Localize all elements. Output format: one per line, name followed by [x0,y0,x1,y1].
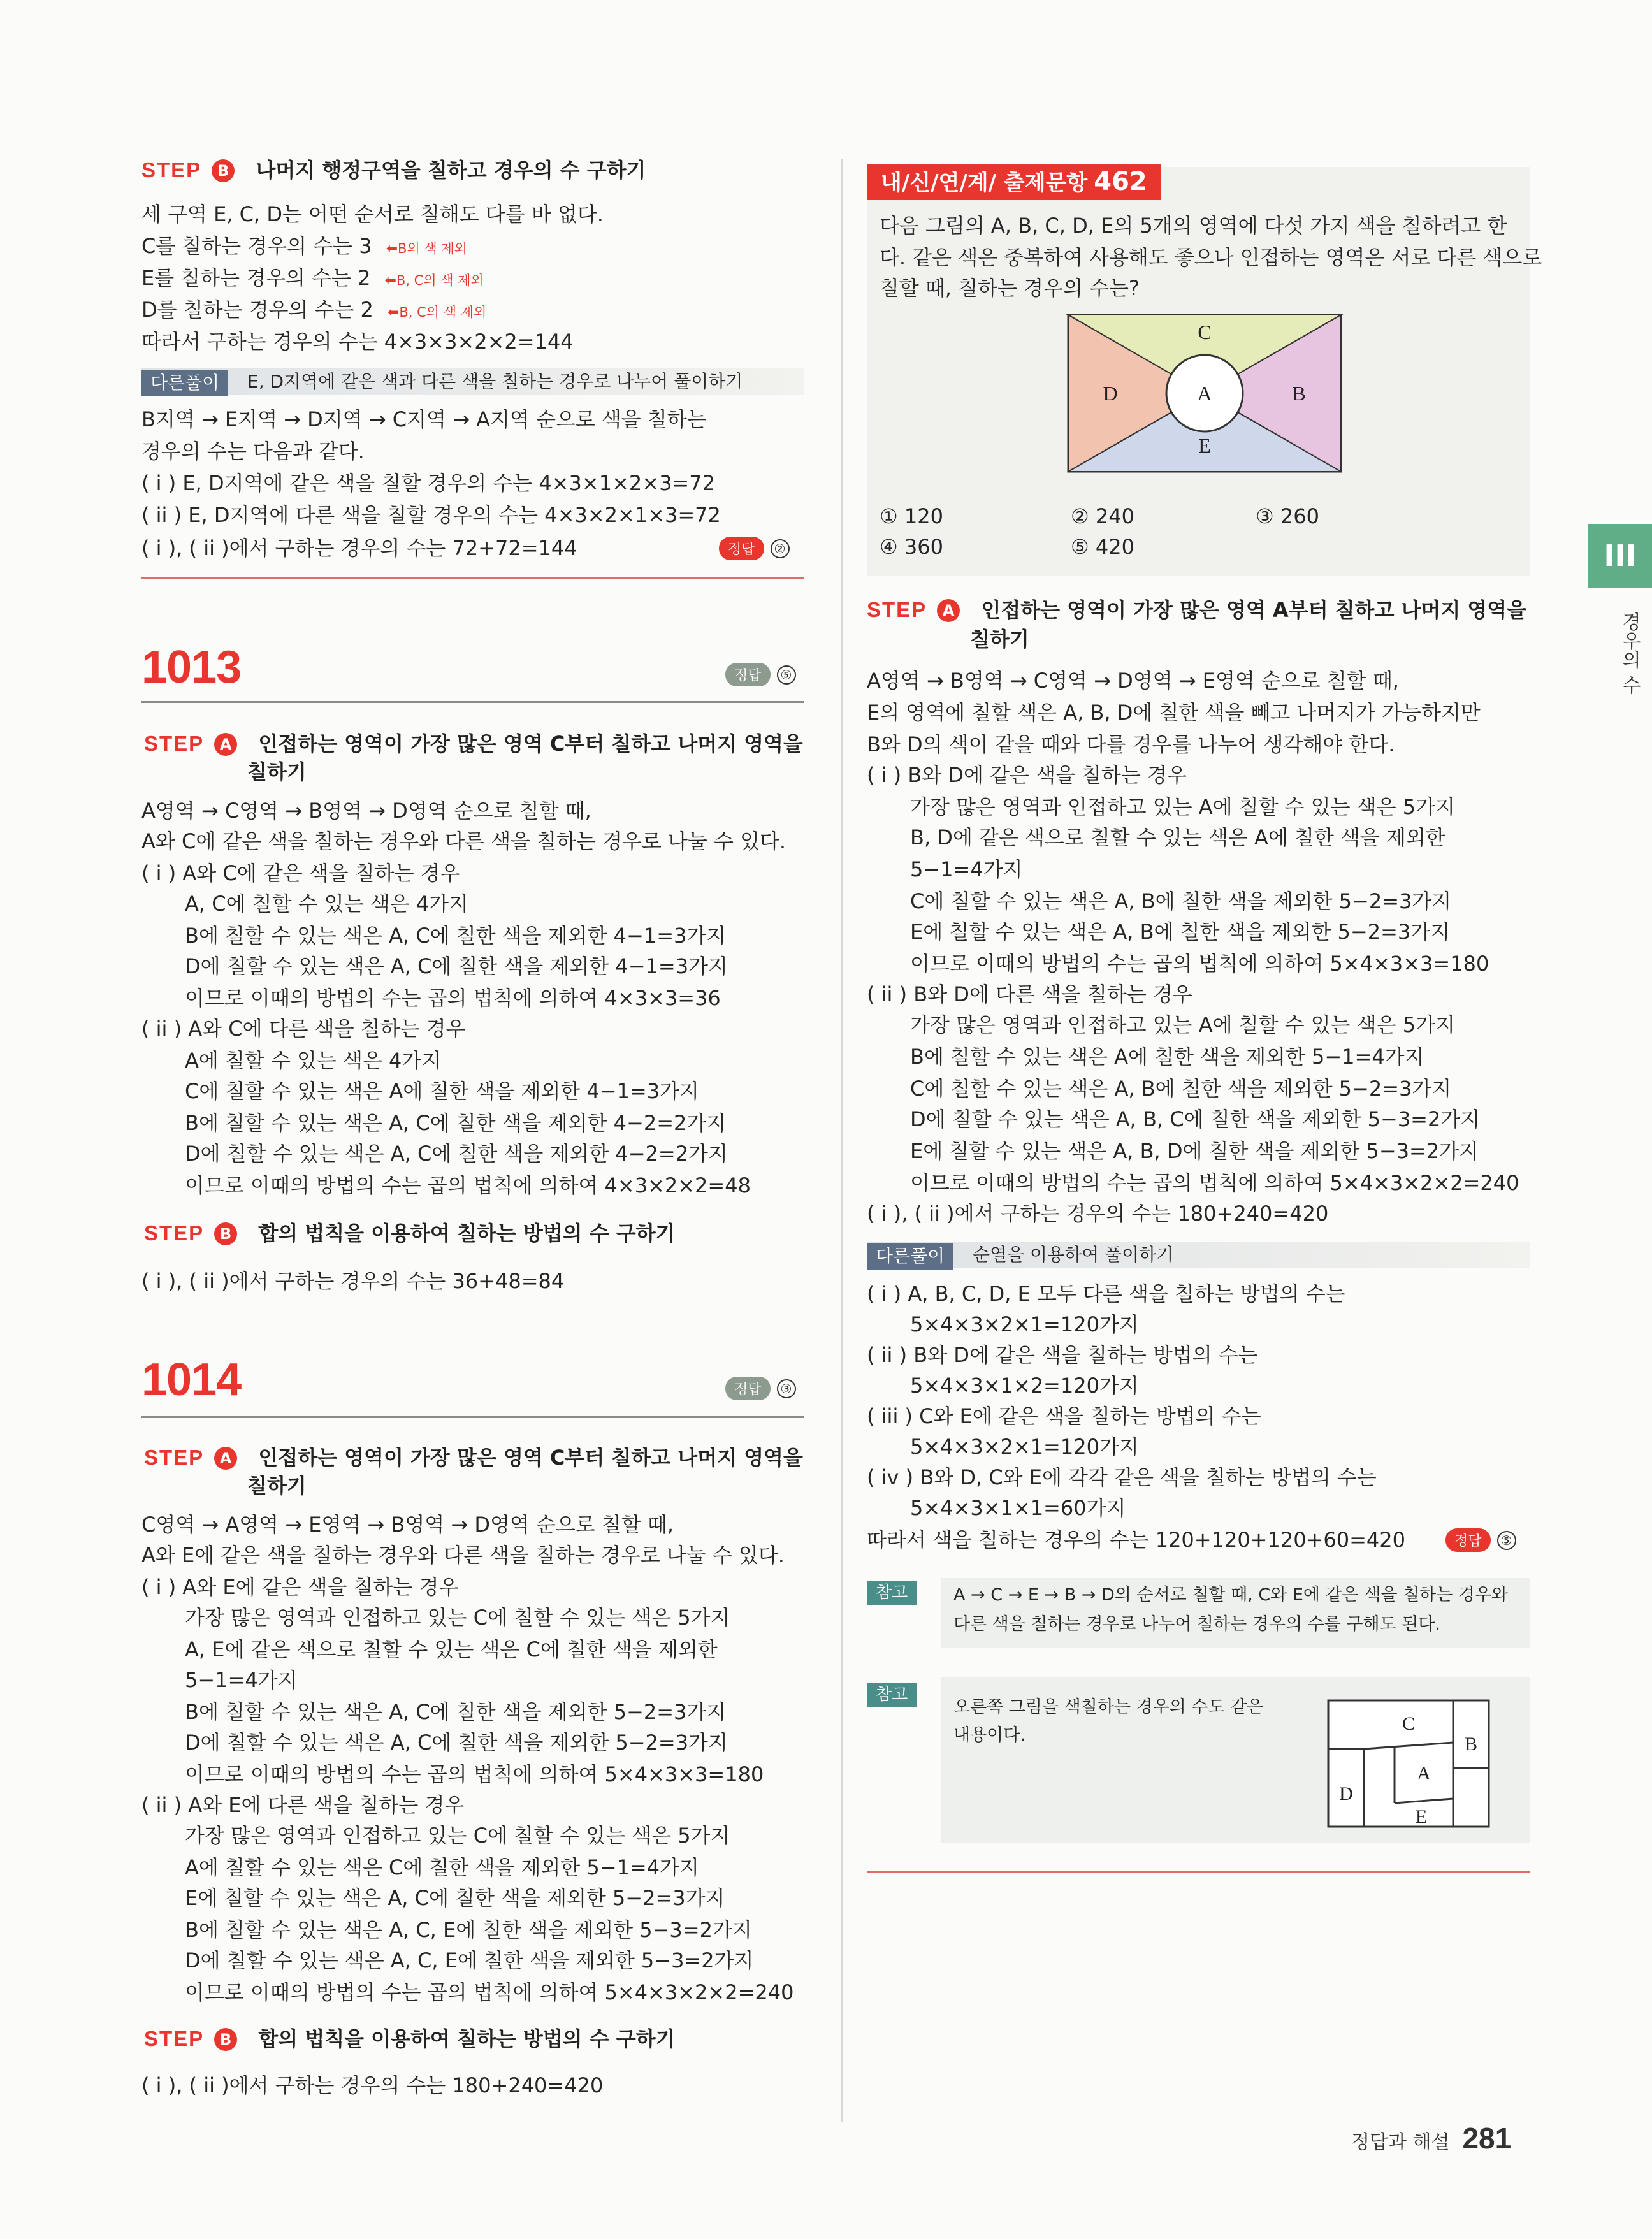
text-line: ( i ), ( ii )에서 구하는 경우의 수는 180+240=420 [867,1201,1329,1226]
alt-solution-title: 순열을 이용하여 풀이하기 [973,1244,1174,1265]
text-line: D를 칠하는 경우의 수는 2 ⬅B, C의 색 제외 [141,298,487,322]
ref-label-d: D [1339,1783,1353,1804]
choice: ⑤ 420 [1071,535,1134,559]
text-line: C를 칠하는 경우의 수는 3 ⬅B의 색 제외 [141,234,467,258]
text-line: B지역 → E지역 → D지역 → C지역 → A지역 순으로 색을 칠하는 [141,407,707,431]
column-divider [841,159,843,2122]
problem-number: 1013 [141,642,242,693]
region-diagram [1064,311,1345,477]
page-footer [1351,2121,1511,2156]
text-line: 세 구역 E, C, D는 어떤 순서로 칠해도 다를 바 없다. [141,202,604,226]
text-line: 가장 많은 영역과 인접하고 있는 A에 칠할 수 있는 색은 5가지 [910,1013,1455,1037]
text-line: B에 칠할 수 있는 색은 A, C에 칠한 색을 제외한 4−2=2가지 [185,1111,727,1135]
linked-problem-tab: 내/신/연/계/ 출제문항 462 [867,164,1161,200]
question-line: 다음 그림의 A, B, C, D, E의 5개의 영역에 다섯 가지 색을 칠하려고 한 [880,214,1507,238]
text-line: ( i ) E, D지역에 같은 색을 칠할 경우의 수는 4×3×1×2×3=72 [141,471,715,495]
text-line: 이므로 이때의 방법의 수는 곱의 법칙에 의하여 5×4×3×2×2=240 [910,1171,1519,1195]
answer-badge: 정답 ⑤ [1446,1528,1516,1552]
text-line: 가장 많은 영역과 인접하고 있는 C에 칠할 수 있는 색은 5가지 [185,1823,730,1848]
ref-label-e: E [1415,1806,1428,1827]
region-label-b: B [1292,382,1306,405]
section-rule [867,1871,1530,1873]
page-number: 281 [1462,2122,1512,2155]
question-line: 칠할 때, 칠하는 경우의 수는? [880,276,1140,300]
answer-badge: 정답 ③ [725,1377,796,1400]
text-line: C에 칠할 수 있는 색은 A, B에 칠한 색을 제외한 5−2=3가지 [910,889,1452,913]
text-line: E에 칠할 수 있는 색은 A, C에 칠한 색을 제외한 5−2=3가지 [185,1886,725,1910]
text-line: E를 칠하는 경우의 수는 2 ⬅B, C의 색 제외 [141,266,484,290]
text-line: A와 E에 같은 색을 칠하는 경우와 다른 색을 칠하는 경우로 나눌 수 있다. [141,1543,785,1567]
step-b-header: STEP B 합의 법칙을 이용하여 칠하는 방법의 수 구하기 [144,1221,676,1245]
text-line: E에 칠할 수 있는 색은 A, B, D에 칠한 색을 제외한 5−3=2가지 [910,1139,1479,1163]
text-line: 가장 많은 영역과 인접하고 있는 A에 칠할 수 있는 색은 5가지 [910,795,1455,819]
text-line: ( iv ) B와 D, C와 E에 각각 같은 색을 칠하는 방법의 수는 [867,1465,1377,1489]
alt-solution-label: 다른풀이 [141,370,228,396]
text-line: ( i ), ( ii )에서 구하는 경우의 수는 72+72=144 [141,536,577,560]
reference-diagram [1326,1698,1491,1832]
reference-tag: 참고 [867,1581,917,1605]
text-line: ( i ) A와 E에 같은 색을 칠하는 경우 [141,1575,459,1599]
answer-badge: 정답 ② [719,537,790,560]
text-line: B에 칠할 수 있는 색은 A, C에 칠한 색을 제외한 5−2=3가지 [185,1700,727,1724]
text-line: ( ii ) E, D지역에 다른 색을 칠할 경우의 수는 4×3×2×1×3=72 [141,503,721,527]
text-line: 5×4×3×2×1=120가지 [910,1312,1139,1337]
text-line: A와 C에 같은 색을 칠하는 경우와 다른 색을 칠하는 경우로 나눌 수 있다. [141,829,786,853]
text-line: D에 칠할 수 있는 색은 A, C에 칠한 색을 제외한 5−2=3가지 [185,1730,728,1755]
text-line: 경우의 수는 다음과 같다. [141,439,365,463]
text-line: 이므로 이때의 방법의 수는 곱의 법칙에 의하여 4×3×3=36 [185,986,721,1010]
text-line: ( ii ) A와 E에 다른 색을 칠하는 경우 [141,1793,465,1817]
text-line: B와 D의 색이 같을 때와 다를 경우를 나누어 생각해야 한다. [867,732,1395,757]
text-line: A, E에 같은 색으로 칠할 수 있는 색은 C에 칠한 색을 제외한 [185,1637,718,1662]
ref-label-c: C [1402,1713,1416,1734]
text-line: ( i ) B와 D에 같은 색을 칠하는 경우 [867,763,1187,787]
problem-rule [141,701,804,703]
text-line: D에 칠할 수 있는 색은 A, C, E에 칠한 색을 제외한 5−3=2가지 [185,1948,754,1973]
text-line: D에 칠할 수 있는 색은 A, C에 칠한 색을 제외한 4−1=3가지 [185,954,728,978]
problem-rule [141,1416,804,1418]
chapter-title: 경우의 수 [1618,612,1641,695]
text-line: D에 칠할 수 있는 색은 A, B, C에 칠한 색을 제외한 5−3=2가지 [910,1107,1481,1131]
ref-label-b: B [1464,1734,1478,1755]
text-line: D에 칠할 수 있는 색은 A, C에 칠한 색을 제외한 4−2=2가지 [185,1141,728,1166]
text-line: ( i ) A, B, C, D, E 모두 다른 색을 칠하는 방법의 수는 [867,1282,1345,1306]
reference-line: 다른 색을 칠하는 경우로 나누어 칠하는 경우의 수를 구해도 된다. [953,1614,1440,1634]
text-line: ( iii ) C와 E에 같은 색을 칠하는 방법의 수는 [867,1404,1261,1428]
choice: ③ 260 [1256,504,1319,528]
text-line: 5×4×3×1×1=60가지 [910,1496,1126,1520]
section-rule [141,577,804,579]
answer-badge: 정답 ⑤ [725,663,796,686]
text-line: C에 칠할 수 있는 색은 A, B에 칠한 색을 제외한 5−2=3가지 [910,1076,1452,1101]
reference-line: A → C → E → B → D의 순서로 칠할 때, C와 E에 같은 색을 칠하는 경우와 [953,1585,1509,1605]
question-line: 다. 같은 색은 중복하여 사용해도 좋으나 인접하는 영역은 서로 다른 색으로 [880,245,1542,270]
text-line: 이므로 이때의 방법의 수는 곱의 법칙에 의하여 4×3×2×2=48 [185,1173,751,1198]
text-line: ( i ), ( ii )에서 구하는 경우의 수는 180+240=420 [141,2073,604,2098]
region-label-d: D [1103,382,1118,405]
step-a-header-cont: 칠하기 [247,760,307,784]
text-line: E에 칠할 수 있는 색은 A, B에 칠한 색을 제외한 5−2=3가지 [910,920,1451,944]
text-line: C에 칠할 수 있는 색은 A에 칠한 색을 제외한 4−1=3가지 [185,1079,699,1103]
text-line: E의 영역에 칠할 색은 A, B, D에 칠한 색을 빼고 나머지가 가능하지만 [867,700,1481,725]
reference-line: 내용이다. [953,1725,1025,1745]
alt-solution-bar [867,1242,1530,1268]
text-line: 이므로 이때의 방법의 수는 곱의 법칙에 의하여 5×4×3×2×2=240 [185,1980,794,2004]
choice: ② 240 [1071,504,1134,528]
step-a-header: STEP A 인접하는 영역이 가장 많은 영역 C부터 칠하고 나머지 영역을 [144,1446,803,1470]
step-a-header-cont: 칠하기 [247,1474,307,1498]
reference-tag: 참고 [867,1683,917,1707]
text-line: 5−1=4가지 [185,1668,298,1692]
text-line: ( ii ) B와 D에 같은 색을 칠하는 방법의 수는 [867,1343,1258,1367]
step-a-header: STEP A 인접하는 영역이 가장 많은 영역 A부터 칠하고 나머지 영역을 [867,598,1527,622]
text-line: 따라서 색을 칠하는 경우의 수는 120+120+120+60=420 [867,1528,1405,1552]
step-a-header: STEP A 인접하는 영역이 가장 많은 영역 C부터 칠하고 나머지 영역을 [144,732,803,756]
reference-line: 오른쪽 그림을 색칠하는 경우의 수도 같은 [953,1697,1264,1717]
text-line: B에 칠할 수 있는 색은 A, C에 칠한 색을 제외한 4−1=3가지 [185,924,727,948]
text-line: ( ii ) B와 D에 다른 색을 칠하는 경우 [867,982,1192,1006]
text-line: 가장 많은 영역과 인접하고 있는 C에 칠할 수 있는 색은 5가지 [185,1605,730,1630]
region-label-e: E [1198,434,1211,457]
alt-solution-title: E, D지역에 같은 색과 다른 색을 칠하는 경우로 나누어 풀이하기 [247,371,743,392]
text-line: A에 칠할 수 있는 색은 C에 칠한 색을 제외한 5−1=4가지 [185,1855,699,1880]
text-line: 5×4×3×2×1=120가지 [910,1435,1139,1459]
region-label-a: A [1197,382,1212,405]
text-line: ( i ) A와 C에 같은 색을 칠하는 경우 [141,861,460,885]
text-line: 이므로 이때의 방법의 수는 곱의 법칙에 의하여 5×4×3×3=180 [910,952,1489,976]
chapter-tab: III [1588,524,1652,588]
choice: ④ 360 [880,535,943,559]
text-line: B에 칠할 수 있는 색은 A에 칠한 색을 제외한 5−1=4가지 [910,1045,1424,1069]
choice: ① 120 [880,504,943,528]
footer-label: 정답과 해설 [1351,2131,1450,2154]
text-line: 5×4×3×1×2=120가지 [910,1373,1139,1398]
text-line: 5−1=4가지 [910,857,1023,881]
region-label-c: C [1198,321,1212,344]
text-line: A영역 → B영역 → C영역 → D영역 → E영역 순으로 칠할 때, [867,669,1399,693]
text-line: C영역 → A영역 → E영역 → B영역 → D영역 순으로 칠할 때, [141,1512,674,1537]
text-line: ( ii ) A와 C에 다른 색을 칠하는 경우 [141,1017,466,1041]
step-b-header: STEP B 나머지 행정구역을 칠하고 경우의 수 구하기 [141,158,646,182]
step-a-header-cont: 칠하기 [970,627,1029,651]
alt-solution-label: 다른풀이 [867,1243,953,1270]
text-line: B, D에 같은 색으로 칠할 수 있는 색은 A에 칠한 색을 제외한 [910,825,1446,850]
text-line: A영역 → C영역 → B영역 → D영역 순으로 칠할 때, [141,799,591,823]
text-line: 따라서 구하는 경우의 수는 4×3×3×2×2=144 [141,330,574,354]
ref-label-a: A [1417,1763,1431,1784]
step-b-header: STEP B 합의 법칙을 이용하여 칠하는 방법의 수 구하기 [144,2027,676,2051]
text-line: 이므로 이때의 방법의 수는 곱의 법칙에 의하여 5×4×3×3=180 [185,1762,764,1786]
problem-number: 1014 [141,1354,242,1405]
text-line: B에 칠할 수 있는 색은 A, C, E에 칠한 색을 제외한 5−3=2가지 [185,1918,752,1942]
text-line: A, C에 칠할 수 있는 색은 4가지 [185,892,468,916]
text-line: ( i ), ( ii )에서 구하는 경우의 수는 36+48=84 [141,1269,565,1293]
text-line: A에 칠할 수 있는 색은 4가지 [185,1048,442,1073]
